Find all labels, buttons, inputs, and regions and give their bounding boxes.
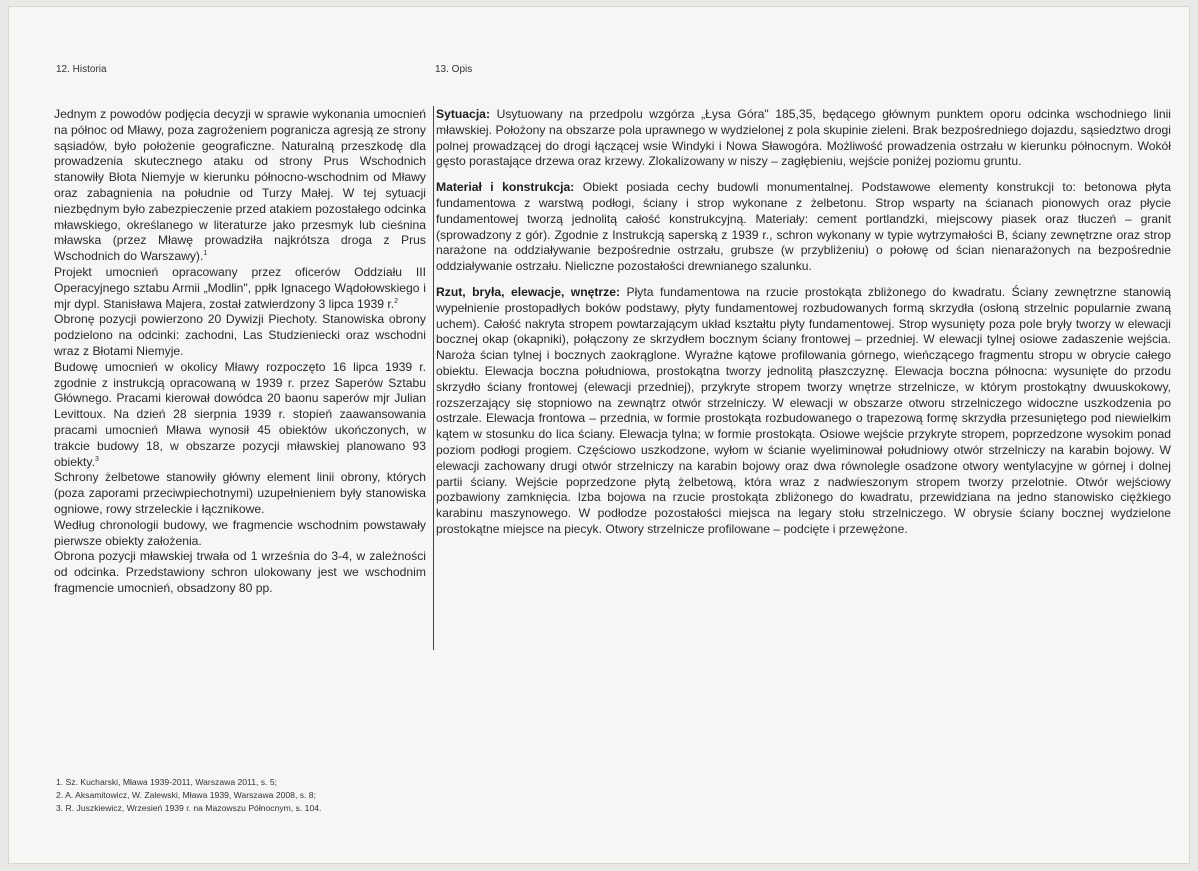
footnote: 1. Sz. Kucharski, Mława 1939-2011, Warszawa 2011, s. 5; [56,777,277,787]
history-paragraph: Jednym z powodów podjęcia decyzji w sprawie wykonania umocnień na północ od Mławy, poza zagrożeniem pogranicza agresją ze strony sąsiadów, było położenie geograficzne. Naturalną przeszkodę dla prowadzenia skutecznego ataku od strony Prus Wschodnich stanowiły Błota Niemyje w kierunku północno-wschodnim od Mławy oraz zabagnienia na południe od Turzy Małej. W tej sytuacji niezbędnym było zabezpieczenie przed atakiem pozostałego odcinka mławskiego, określanego w literaturze jako przesmyk lub cieśnina mławska (przez Mławę prowadziła najkrótsza droga z Prus Wschodnich do Warszawy).$^1$ [54,107,426,264]
history-paragraph: Projekt umocnień opracowany przez oficerów Oddziału III Operacyjnego sztabu Armii „Modlin", ppłk Ignacego Wądołowskiego i mjr dypl. Stanisława Majera, został zatwierdzony 3 lipca 1939 r.$^2$ [54,264,426,311]
footnote-ref: 2 [394,297,398,305]
section-heading: Sytuacja: [436,107,490,121]
history-paragraph: Obronę pozycji powierzono 20 Dywizji Piechoty. Stanowiska obrony podzielono na odcinki: zachodni, Las Studzieniecki oraz wschodni wraz z Błotami Niemyje. [54,312,426,358]
section-heading: Materiał i konstrukcja: [436,180,575,195]
description-section-rzut: Rzut, bryła, elewacje, wnętrze: Płyta fundamentowa na rzucie prostokąta zbliżonego do kwadratu. Ściany zewnętrzne stanowią wypełnienie prostopadłych boków podstawy, płyty fundamentowej rozbudowanych formą skrzydła (osłoną strzelnic popularnie zwaną uchem). Całość nakryta stropem powtarzającym układ kształtu płyty fundamentowej. Strop wysunięty poza pole bryły tworzy w elewacji bocznej okap (okapniki), połączony ze skrzydłem bocznym ściany frontowej – przedniej. W elewacji tylnej osiowe zadaszenie wejścia. Naroża ścian tylnej i bocznych zaokrąglone. Wyraźne kątowe profilowania górnego, wieńczącego fragmentu stropu w obrycie całego obiektu. Elewacja boczna południowa, prostokątna tworzy jednolitą płaszczyznę. Elewacja boczna północna: wysunięte do przodu skrzydło ściany frontowej (elewacji przedniej), przykryte stropem tworzy wnętrze strzelnicze, w którym prostokątny dwuuskokowy, rozszerzający się stopniowo na zewnątrz otwór strzelniczy. W elewacji w obszarze otworu strzelniczego widoczne uszkodzenia po ostrzale. Elewacja frontowa – przednia, w formie prostokąta rozbudowanego o trapezową formę skrzydła przesuniętego pod niewielkim kątem w stosunku do lica ściany. Elewacja tylna; w formie prostokąta. Osiowe wejście przykryte stropem, poprzedzone wysokim ponad poziom podłogi progiem. Częściowo uszkodzone, wyłom w ścianie wyeliminował południowy otwór strzelniczy na karabin bojowy. W elewacji zachowany drugi otwór strzelniczy na karabin bojowy oraz dwa równolegle osadzone otwory wentylacyjne w górnej i dolnej partii ściany. Wejście poprzedzone płytą żelbetową, która wraz z nadwieszonym stropem tworzy przelotnie. Otwór wejściowy pozbawiony zamknięcia. Izba bojowa na rzucie prostokąta zbliżonego do kwadratu, przewidziana na jedno stanowisko ciężkiego karabinu maszynowego. W podłodze pozostałości miejsca na legary stołu strzelniczego. W obrysie ściany bocznej wydzielone prostokątne miejsce na piecyk. Otwory strzelnicze profilowane – podcięte i przewężone. [436,284,1171,536]
description-column [436,107,1171,548]
section-title-historia: 12. Historia [56,64,107,75]
footnote-ref: 3 [94,455,99,463]
column-divider [433,106,434,650]
history-paragraph: Obrona pozycji mławskiej trwała od 1 września do 3-4, w zależności od odcinka. Przedstawiony schron ulokowany jest we wschodnim fragmencie umocnień, obsadzony 80 pp. [54,549,426,595]
footnote: 3. R. Juszkiewicz, Wrzesień 1939 r. na Mazowszu Północnym, s. 104. [56,803,322,814]
document-page [8,6,1190,864]
description-section-sytuacja: Sytuacja: Usytuowany na przedpolu wzgórza „Łysa Góra" 185,35, będącego głównym punktem oporu odcinka wschodniego linii mławskiej. Położony na obszarze pola uprawnego w wydzielonej z pola skupinie zieleni. Brak bezpośredniego dojazdu, sąsiedztwo drogi polnej prowadzącej do drogi łączącej wsie Windyki i Nowa Sławogóra. Możliwość prowadzenia ostrzału w kierunku północnym. Wokół gęsto porastające drzewa oraz krzewy. Zlokalizowany w niszy – zagłębieniu, wejście poniżej poziomu gruntu. [436,107,1171,169]
footnote: 2. A. Aksamitowicz, W. Zalewski, Mława 1939, Warszawa 2008, s. 8; [56,790,316,801]
footnote-ref: 1 [203,250,208,258]
description-section-material: Materiał i konstrukcja: Obiekt posiada cechy budowli monumentalnej. Podstawowe elementy konstrukcji to: betonowa płyta fundamentowa z warstwą podłogi, ściany i strop wykonane z żelbetonu. Strop wsparty na ścianach pionowych oraz płycie fundamentowej tworzą jednolitą całość konstrukcyjną. Materiały: cement portlandzki, miejscowy piasek oraz tłuczeń – granit (sprowadzony z gór). Zgodnie z Instrukcją saperską z 1939 r., schron wykonany w typie wytrzymałości B, ściany zewnętrzne oraz strop narażone na oddziaływanie bezpośrednie ostrzału, grubsze (w przybliżeniu) o połowę od ścian nienarażonych na bezpośrednie oddziaływanie ostrzału. Nieliczne pozostałości drewnianego szalunku. [436,180,1171,274]
history-paragraph: Budowę umocnień w okolicy Mławy rozpoczęto 16 lipca 1939 r. zgodnie z instrukcją opracowaną w 1939 r. przez Saperów Sztabu Głównego. Pracami kierował dowódca 20 baonu saperów mjr Julian Levittoux. Na dzień 28 sierpnia 1939 r. stopień zaawansowania pracami umocnień Mława wynosił 45 obiektów ukończonych, w trakcie budowy 18, w obszarze pozycji mławskiej planowano 93 obiekty.$^3$ [54,359,426,469]
footnotes [56,776,428,816]
section-heading: Rzut, bryła, elewacje, wnętrze: [436,284,621,299]
history-paragraph: Według chronologii budowy, we fragmencie wschodnim powstawały pierwsze obiekty założenia. [54,517,426,548]
history-paragraph: Schrony żelbetowe stanowiły główny element linii obrony, których (poza zaporami przeciwpiechotnymi) uzupełnieniem były stanowiska ogniowe, rowy strzeleckie i łącznikowe. [54,470,426,516]
section-title-opis: 13. Opis [435,64,473,75]
history-column [54,107,426,597]
